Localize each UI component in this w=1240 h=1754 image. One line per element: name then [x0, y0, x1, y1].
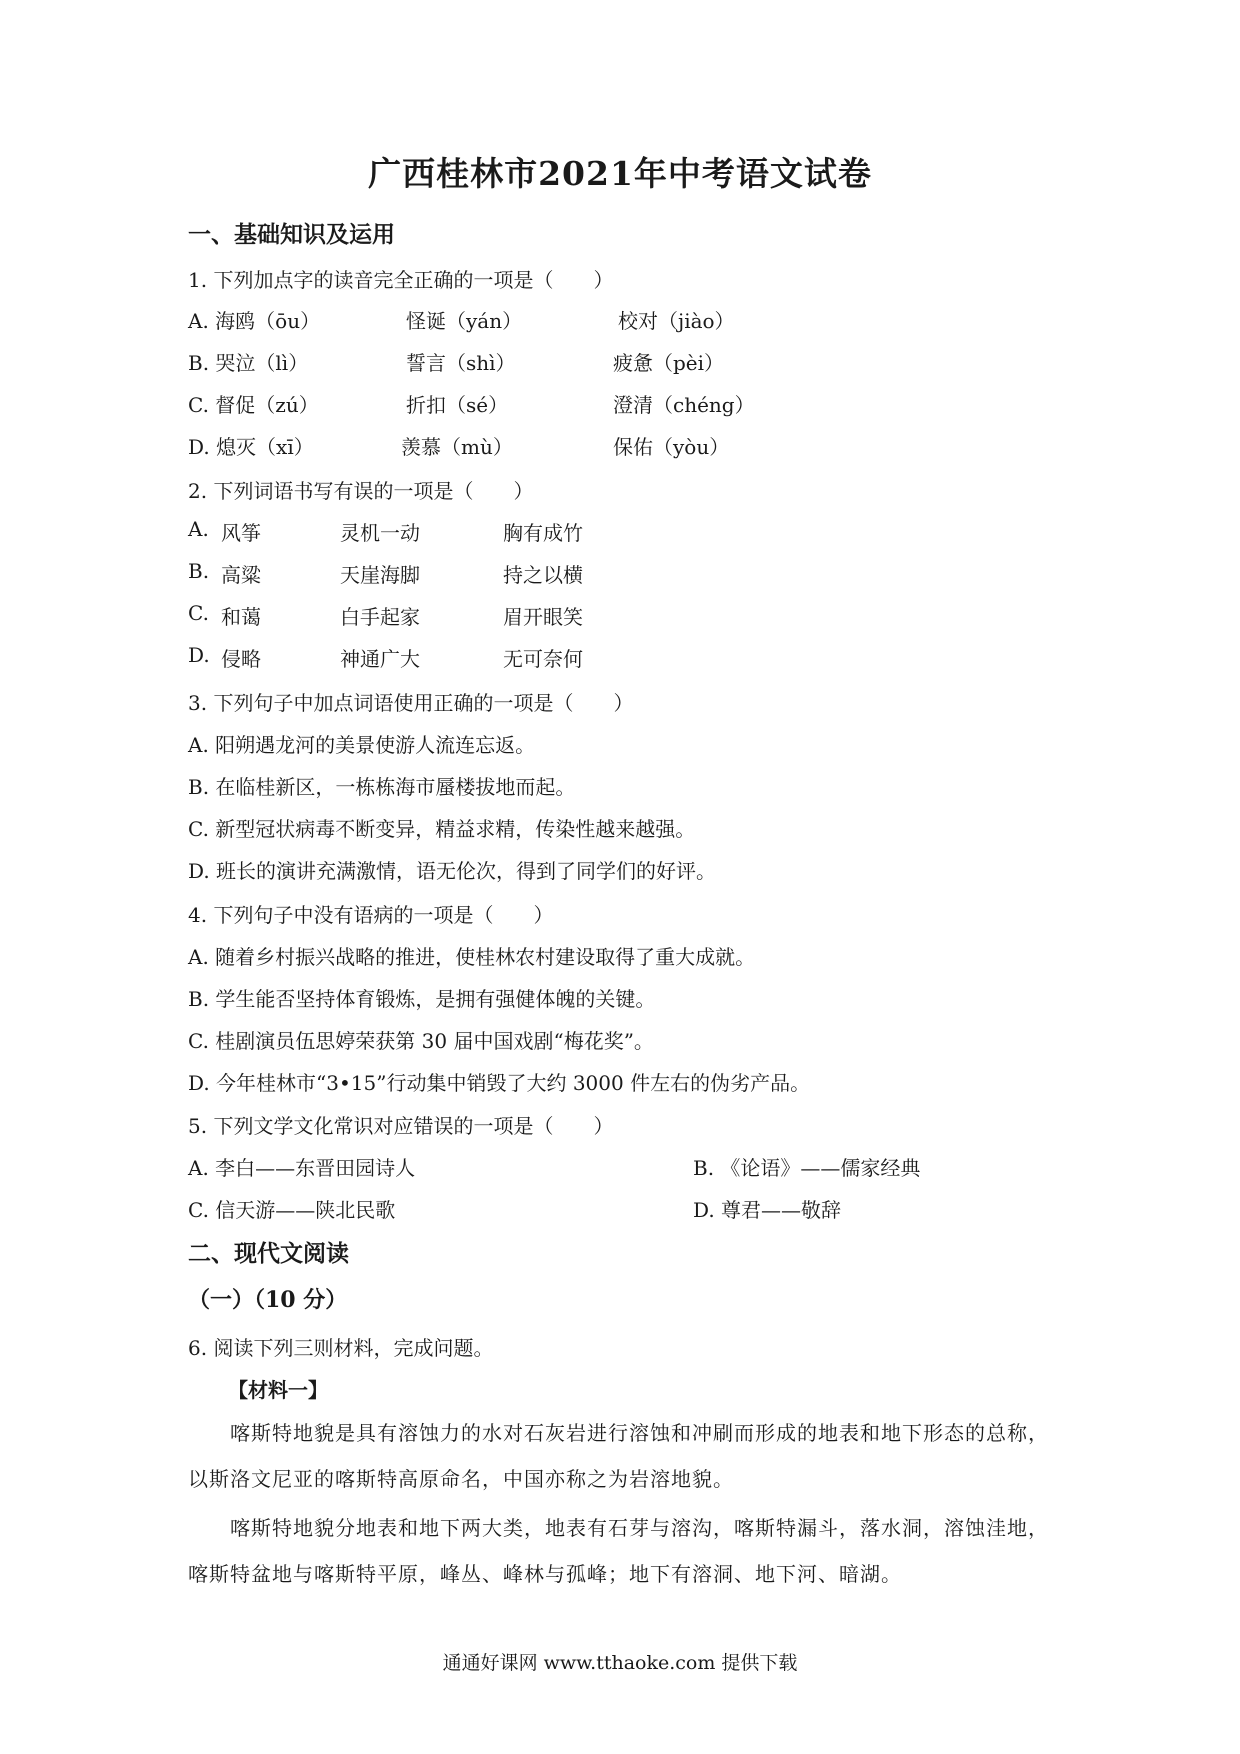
option-cell: 羡慕（mù）	[401, 435, 513, 459]
option-cell: A. 海鸥（ōu）	[188, 309, 321, 333]
question-6-stem: 6. 阅读下列三则材料，完成问题。	[188, 1336, 494, 1360]
footer-credit: 通通好课网 www.tthaoke.com 提供下载	[442, 1652, 798, 1674]
option-word: 天崖海脚	[340, 563, 420, 587]
page-title: 广西桂林市2021年中考语文试卷	[368, 154, 872, 193]
material-paragraph: 喀斯特地貌分地表和地下两大类，地表有石芽与溶沟，喀斯特漏斗，落水洞，溶蚀洼地，喀斯特盆地与喀斯特平原，峰丛、峰林与孤峰；地下有溶洞、地下河、暗湖。	[188, 1516, 1049, 1586]
question-2-stem: 2. 下列词语书写有误的一项是（ ）	[188, 479, 534, 503]
question-5-stem: 5. 下列文学文化常识对应错误的一项是（ ）	[188, 1114, 614, 1138]
question-1-stem: 1. 下列加点字的读音完全正确的一项是（ ）	[188, 268, 614, 292]
option-cell: 誓言（shì）	[406, 351, 516, 375]
option-cell: B. 哭泣（lì）	[188, 351, 309, 375]
option-cell: D. 熄灭（xī）	[188, 435, 314, 459]
option-cell: 怪诞（yán）	[406, 309, 523, 333]
option-letter: D.	[188, 643, 210, 667]
option-cell: 疲惫（pèi）	[613, 351, 725, 375]
question-3-option: B. 在临桂新区，一栋栋海市蜃楼拔地而起。	[188, 775, 576, 799]
subsection-heading: （一）（10 分）	[188, 1287, 348, 1313]
option-word: 神通广大	[340, 647, 420, 671]
option-cell: C. 信天游——陕北民歌	[188, 1198, 396, 1222]
question-4-option: C. 桂剧演员伍思婷荣获第 30 届中国戏剧“梅花奖”。	[188, 1029, 654, 1053]
option-word: 胸有成竹	[503, 521, 583, 545]
option-letter: A.	[188, 517, 209, 541]
option-cell: B. 《论语》——儒家经典	[693, 1156, 921, 1180]
option-word: 高粱	[221, 563, 261, 587]
option-cell: 澄清（chéng）	[613, 393, 755, 417]
section-heading-reading: 二、现代文阅读	[188, 1240, 349, 1267]
option-word: 灵机一动	[340, 521, 420, 545]
question-3-stem: 3. 下列句子中加点词语使用正确的一项是（ ）	[188, 691, 634, 715]
question-4-option: A. 随着乡村振兴战略的推进，使桂林农村建设取得了重大成就。	[188, 945, 756, 969]
option-word: 无可奈何	[503, 647, 583, 671]
material-paragraph: 喀斯特地貌是具有溶蚀力的水对石灰岩进行溶蚀和冲刷而形成的地表和地下形态的总称，以斯洛文尼亚的喀斯特高原命名，中国亦称之为岩溶地貌。	[188, 1421, 1049, 1491]
question-3-option: A. 阳朔遇龙河的美景使游人流连忘返。	[188, 733, 536, 757]
option-letter: B.	[188, 559, 210, 583]
question-3-option: D. 班长的演讲充满激情，语无伦次，得到了同学们的好评。	[188, 859, 717, 883]
option-cell: C. 督促（zú）	[188, 393, 319, 417]
material-title: 【材料一】	[228, 1378, 328, 1402]
option-cell: D. 尊君——敬辞	[693, 1198, 842, 1222]
option-cell: 保佑（yòu）	[613, 435, 730, 459]
option-cell: A. 李白——东晋田园诗人	[188, 1156, 416, 1180]
question-3-option: C. 新型冠状病毒不断变异，精益求精，传染性越来越强。	[188, 817, 696, 841]
question-4-option: D. 今年桂林市“3•15”行动集中销毁了大约 3000 件左右的伪劣产品。	[188, 1071, 811, 1095]
section-heading-basics: 一、基础知识及运用	[188, 221, 395, 248]
option-word: 风筝	[221, 521, 261, 545]
question-4-option: B. 学生能否坚持体育锻炼，是拥有强健体魄的关键。	[188, 987, 656, 1011]
option-word: 持之以横	[503, 563, 583, 587]
option-cell: 折扣（sé）	[406, 393, 509, 417]
option-word: 白手起家	[340, 605, 420, 629]
question-4-stem: 4. 下列句子中没有语病的一项是（ ）	[188, 903, 554, 927]
option-word: 和蔼	[221, 605, 261, 629]
option-word: 眉开眼笑	[503, 605, 583, 629]
option-word: 侵略	[221, 647, 261, 671]
option-cell: 校对（jiào）	[618, 309, 735, 333]
option-letter: C.	[188, 601, 209, 625]
